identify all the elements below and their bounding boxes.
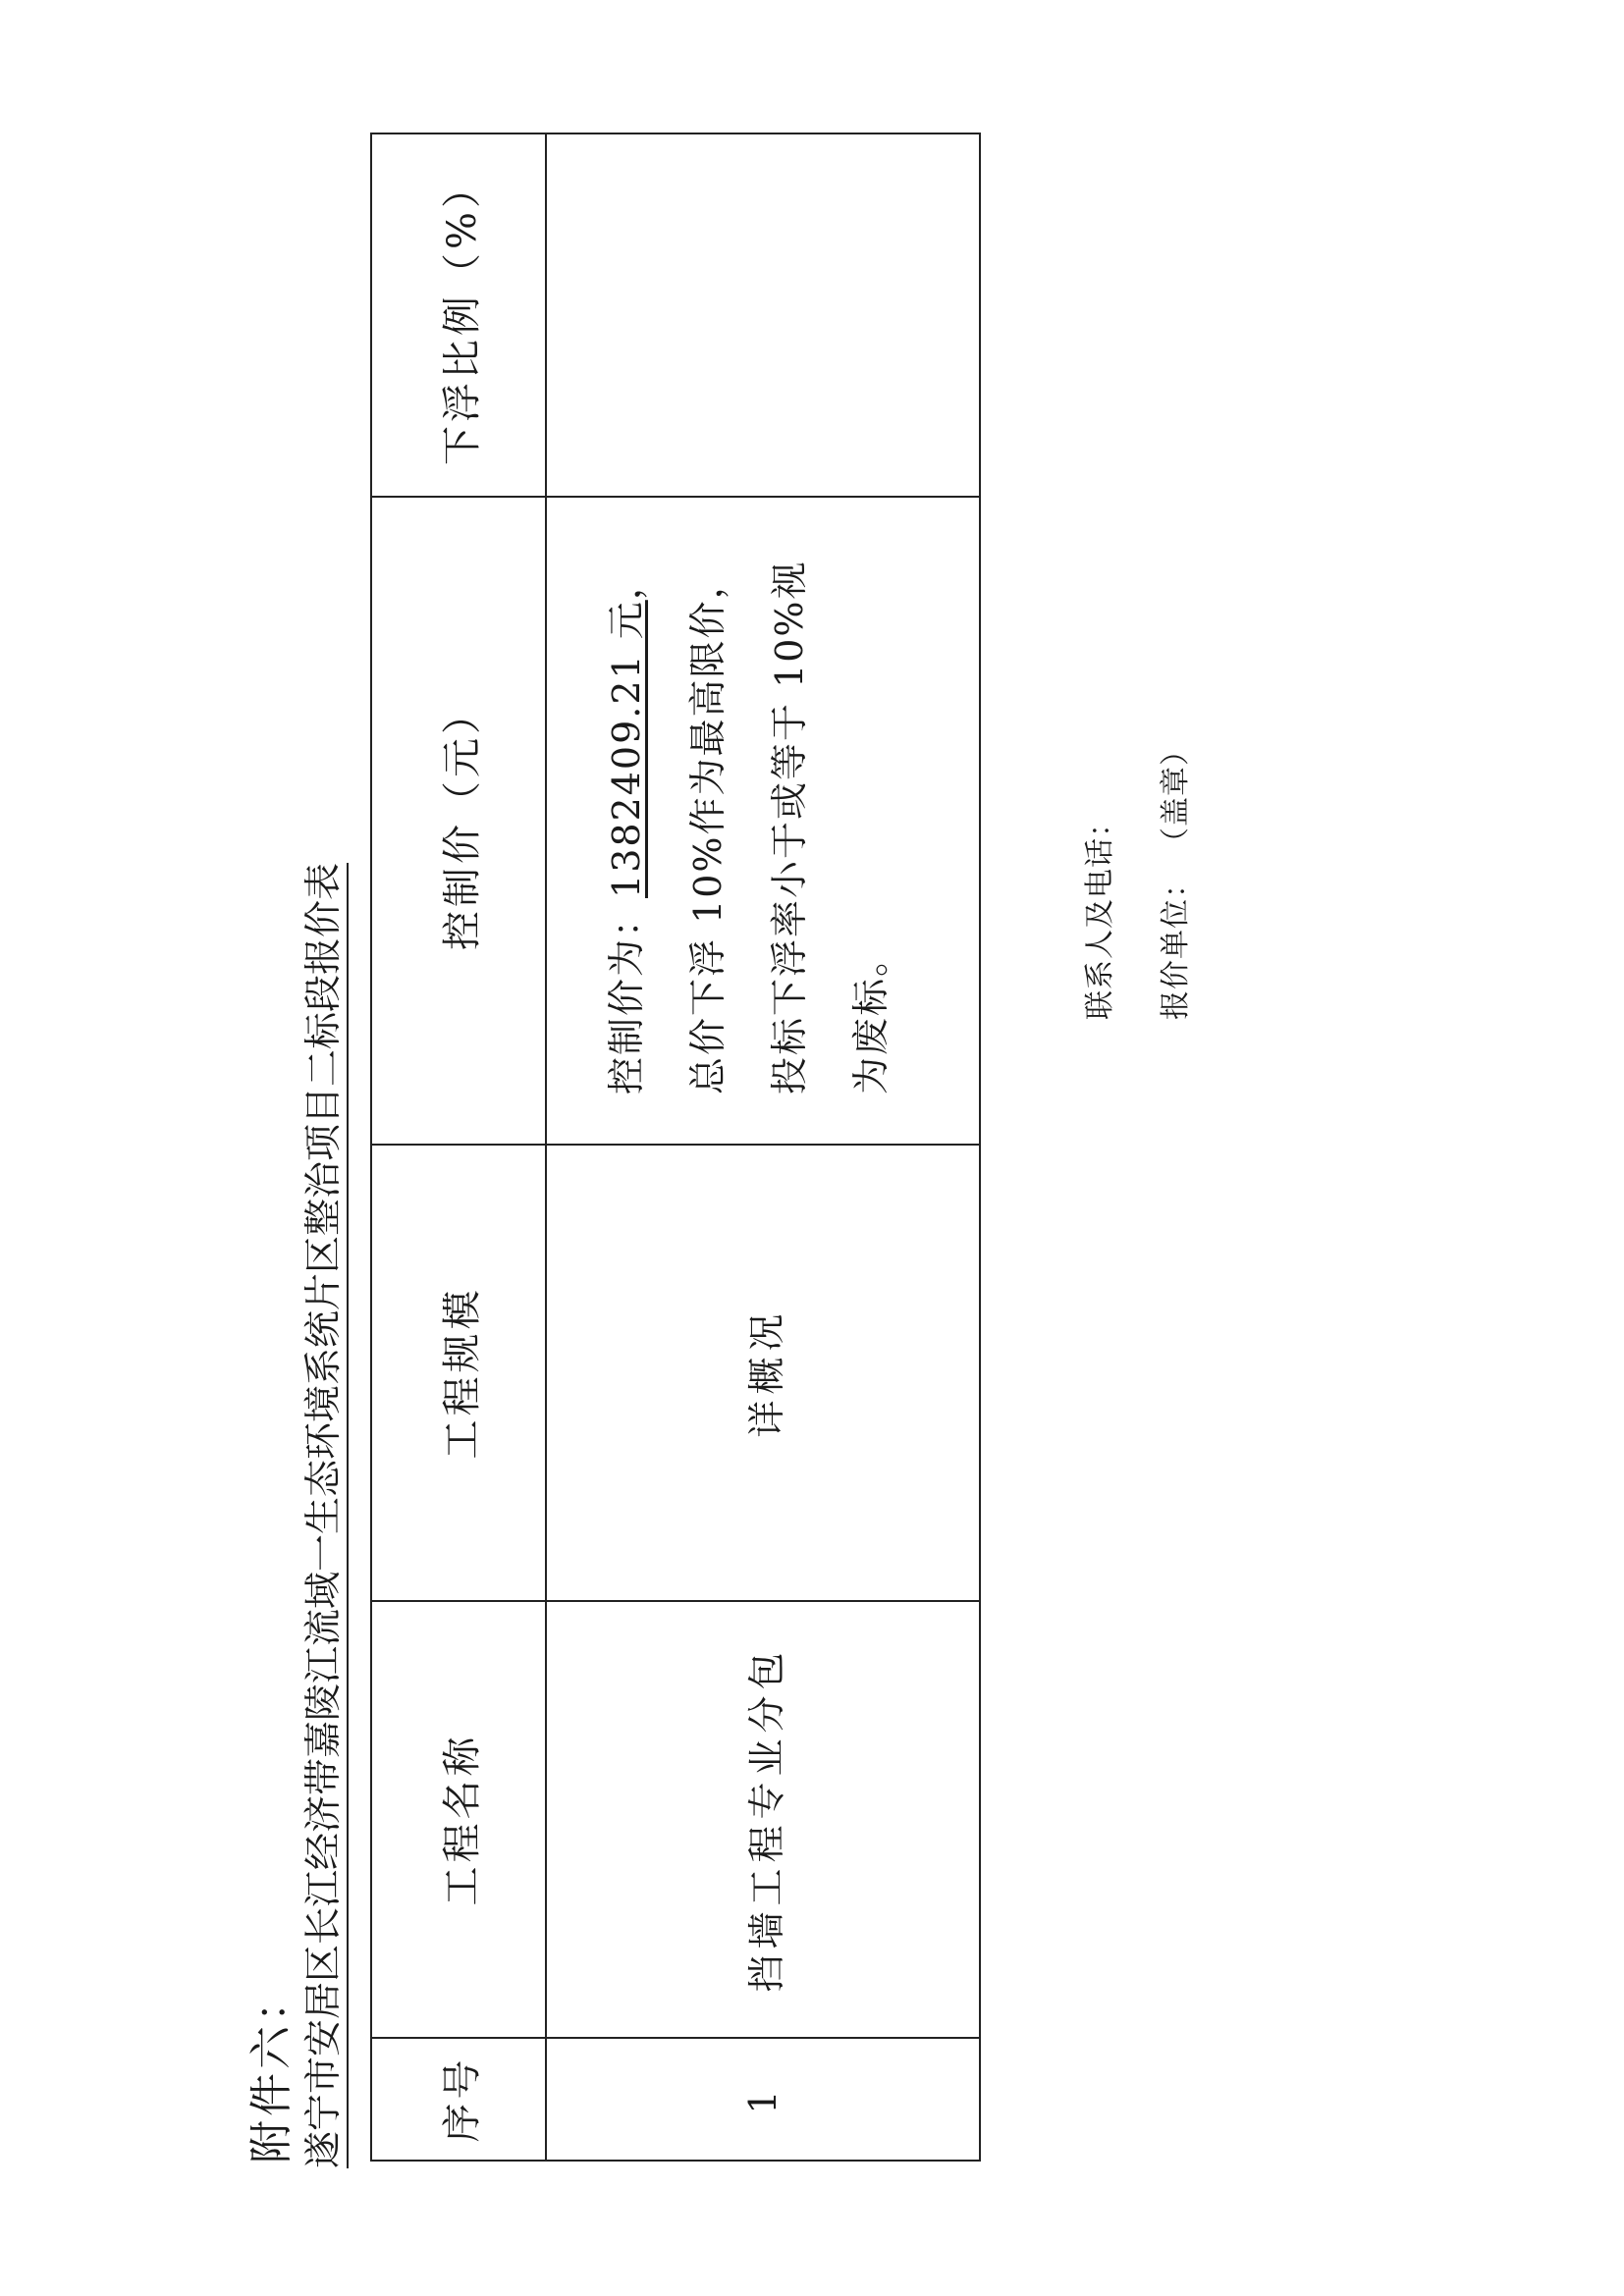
unit-label: 报价单位： [1159,868,1193,1020]
attachment-label: 附件六： [246,1975,297,2163]
cell-seq: 1 [546,2038,980,2161]
contact-line [1075,807,1118,1020]
cell-discount[interactable] [546,133,980,497]
header-seq: 序号 [371,2038,546,2161]
table-row [546,133,980,2161]
cell-control-price [546,497,980,1145]
control-price-amount: 1382409.21 元 [605,600,648,898]
quotation-table [370,133,981,2162]
contact-label: 联系人及电话： [1083,807,1117,1020]
unit-line [1151,735,1194,1020]
header-scale: 工程规模 [371,1145,546,1601]
document-title [293,9,347,2168]
header-control-price: 控制价（元） [371,497,546,1145]
document-title-text: 遂宁市安居区长江经济带嘉陵江流域一生态环境系统片区整治项目二标段报价表 [301,863,349,2168]
control-price-prefix: 控制价为： [605,897,648,1095]
cell-project-name: 挡墙工程专业分包 [546,1601,980,2038]
control-price-suffix: ，总价下浮 10%作为最高限价，投标下浮率小于或等于 10%视为废标。 [605,560,893,1095]
header-discount: 下浮比例（%） [371,133,546,497]
header-project-name: 工程名称 [371,1601,546,2038]
cell-scale: 详概况 [546,1145,980,1601]
table-header-row [371,133,546,2161]
seal-label: （盖章） [1159,735,1193,842]
